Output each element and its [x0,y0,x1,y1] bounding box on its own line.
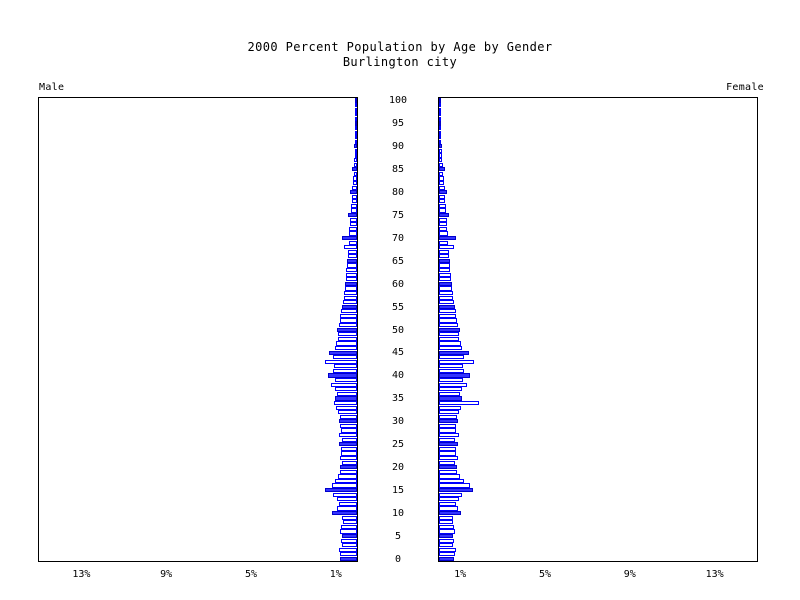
bar [439,415,457,419]
female-panel-label: Female [726,82,764,93]
age-tick-label: 60 [391,278,405,290]
bar [439,318,457,322]
age-tick-label: 100 [388,95,408,107]
age-tick-label: 75 [391,209,405,221]
bar [340,557,357,561]
bar [339,419,357,423]
bar [439,117,441,121]
bar [342,543,357,547]
bar [335,479,357,483]
bar [335,378,357,382]
bar [346,273,357,277]
chart-title: 2000 Percent Population by Age by Gender [247,40,553,54]
bar [439,149,442,153]
bar [348,254,357,258]
bar [341,309,357,313]
bar [338,332,357,336]
bar [339,442,357,446]
bar [439,373,470,377]
bar [439,282,452,286]
bar [439,497,459,501]
bar [439,135,441,139]
age-axis [358,95,438,565]
bar [339,433,357,437]
bar [439,337,459,341]
bar [439,291,453,295]
bar [439,144,442,148]
age-tick-label: 50 [391,324,405,336]
bar [439,451,456,455]
age-tick-label: 70 [391,232,405,244]
bar [354,144,357,148]
bar [328,373,357,377]
bar [355,98,357,102]
bar [439,181,444,185]
bar [439,231,448,235]
bar [439,163,443,167]
age-tick-label: 10 [391,507,405,519]
bar [439,195,445,199]
bar [439,387,462,391]
age-tick-label: 80 [391,186,405,198]
bar [341,451,357,455]
bar [332,511,357,515]
bar [439,479,464,483]
bar [337,506,357,510]
bar [352,186,357,190]
bar [439,539,454,543]
bar [355,140,357,144]
bar [340,456,357,460]
bar [335,396,357,400]
bar [331,383,357,387]
bar [439,305,455,309]
bar [333,493,357,497]
bar [439,236,456,240]
bar [344,245,357,249]
bar [339,502,357,506]
bar [439,140,441,144]
bar [439,456,458,460]
bar [342,534,357,538]
bar [439,314,456,318]
bar [344,291,357,295]
bar [336,341,357,345]
bar [439,383,467,387]
bar [354,172,357,176]
bar [439,470,457,474]
bar [355,149,357,153]
bar [342,516,357,520]
bar [439,300,454,304]
bar [355,135,357,139]
bar [439,424,456,428]
bar [340,470,357,474]
bar [346,268,357,272]
bar [338,474,357,478]
bar [439,222,447,226]
age-tick-label: 55 [391,301,405,313]
bar [439,552,455,556]
bar [439,245,454,249]
x-tick-label: 13% [72,569,91,580]
age-tick-label: 25 [391,439,405,451]
bar [352,199,358,203]
age-tick-label: 85 [391,164,405,176]
bar [439,461,455,465]
bar [439,483,470,487]
bar [333,369,357,373]
bar [355,153,357,157]
bar [339,323,357,327]
bar [439,351,469,355]
age-tick-label: 0 [394,553,402,565]
bar [439,98,441,102]
x-tick-label: 9% [623,569,636,580]
age-tick-label: 30 [391,416,405,428]
bar [439,167,445,171]
bar [439,131,441,135]
bar [439,309,456,313]
bar [336,406,357,410]
bar [439,254,449,258]
bar [439,516,453,520]
bar [353,181,357,185]
bar [352,167,357,171]
bar [439,108,441,112]
bar [439,277,451,281]
bar [355,108,357,112]
bar [338,410,357,414]
bar [439,465,457,469]
bar [439,543,453,547]
bar [439,218,447,222]
bar [350,222,357,226]
bar [339,548,357,552]
age-tick-label: 15 [391,484,405,496]
bar [439,534,453,538]
bar [338,337,358,341]
bar [355,131,357,135]
bar [355,103,357,107]
age-tick-label: 45 [391,347,405,359]
bar [439,410,459,414]
bar [354,158,357,162]
bar [345,286,357,290]
bar [439,419,458,423]
bar [355,112,357,116]
bar [333,355,357,359]
bar [439,153,442,157]
bar [439,273,451,277]
x-tick-label: 9% [160,569,173,580]
bar [439,438,455,442]
bar [340,318,357,322]
bar [439,506,458,510]
bar [340,465,357,469]
bar [439,369,464,373]
bar [353,176,357,180]
bar [439,488,473,492]
bar [439,241,448,245]
bar [352,195,357,199]
bar [347,263,357,267]
bar [344,296,357,300]
bar [439,172,443,176]
age-tick-label: 35 [391,393,405,405]
bar [439,355,464,359]
bar [343,520,357,524]
male-panel-label: Male [39,82,65,93]
bar [439,502,456,506]
bar [325,360,357,364]
bar [332,483,357,487]
bar [343,300,357,304]
bar [439,103,441,107]
bar [439,190,447,194]
bar [337,497,357,501]
bar [334,401,357,405]
bar [340,424,357,428]
bar [340,314,357,318]
bar [335,387,357,391]
bar [439,259,450,263]
bar [439,199,445,203]
bar [439,442,458,446]
bar [439,392,460,396]
bar [341,447,357,451]
bar [348,250,357,254]
bar [439,341,461,345]
bar [335,346,357,350]
bar [439,126,441,130]
bar [348,213,357,217]
bar [439,428,456,432]
bar [439,360,474,364]
bar [439,328,460,332]
bar [439,493,462,497]
bar [346,277,357,281]
bar [439,112,441,116]
bar [342,305,357,309]
bar [439,474,460,478]
bar [337,392,357,396]
age-tick-label: 65 [391,255,405,267]
bar [439,296,453,300]
x-tick-label: 1% [454,569,467,580]
bar [351,208,357,212]
bar [439,548,456,552]
bar [329,351,357,355]
bar [439,263,450,267]
bar [345,282,357,286]
bar [342,461,357,465]
bar [439,332,459,336]
bar [342,438,357,442]
bar [439,401,479,405]
bar [341,428,357,432]
bar [439,227,447,231]
bar [355,117,357,121]
bar [439,121,441,125]
bar [439,525,454,529]
bar [439,529,455,533]
bar [439,511,461,515]
bar [439,364,463,368]
bar [439,433,459,437]
bar [439,268,450,272]
chart-subtitle: Burlington city [342,55,458,69]
bar [334,364,357,368]
bar [349,227,357,231]
bar [439,213,449,217]
bar [350,218,357,222]
bar [439,406,461,410]
bar [439,250,449,254]
bar [341,525,357,529]
bar [439,208,446,212]
bar [347,259,357,263]
bar [439,557,454,561]
x-tick-label: 5% [538,569,552,580]
bar [351,204,357,208]
bar [340,552,357,556]
age-tick-label: 40 [391,370,405,382]
bar [439,176,444,180]
bar [340,415,357,419]
chart-title-block [0,40,800,70]
bar [439,520,453,524]
bar [342,236,357,240]
bar [341,539,357,543]
male-plot-area [38,97,358,562]
bar [439,378,463,382]
x-tick-label: 1% [329,569,342,580]
bar [439,346,462,350]
x-tick-label: 13% [705,569,724,580]
bar [350,190,357,194]
age-tick-label: 5 [394,530,402,542]
bar [439,396,462,400]
bar [325,488,357,492]
bar [439,204,446,208]
bar [439,186,445,190]
bar [354,163,357,167]
bar [439,158,442,162]
bar [340,529,357,533]
bar [349,241,357,245]
bar [337,328,357,332]
bar [355,126,357,130]
bar [439,323,458,327]
bar [349,231,357,235]
bar [355,121,357,125]
age-tick-label: 95 [391,118,405,130]
bar [439,447,456,451]
female-plot-area [438,97,758,562]
x-tick-label: 5% [244,569,258,580]
age-tick-label: 90 [391,141,405,153]
bar [439,286,452,290]
age-tick-label: 20 [391,462,405,474]
